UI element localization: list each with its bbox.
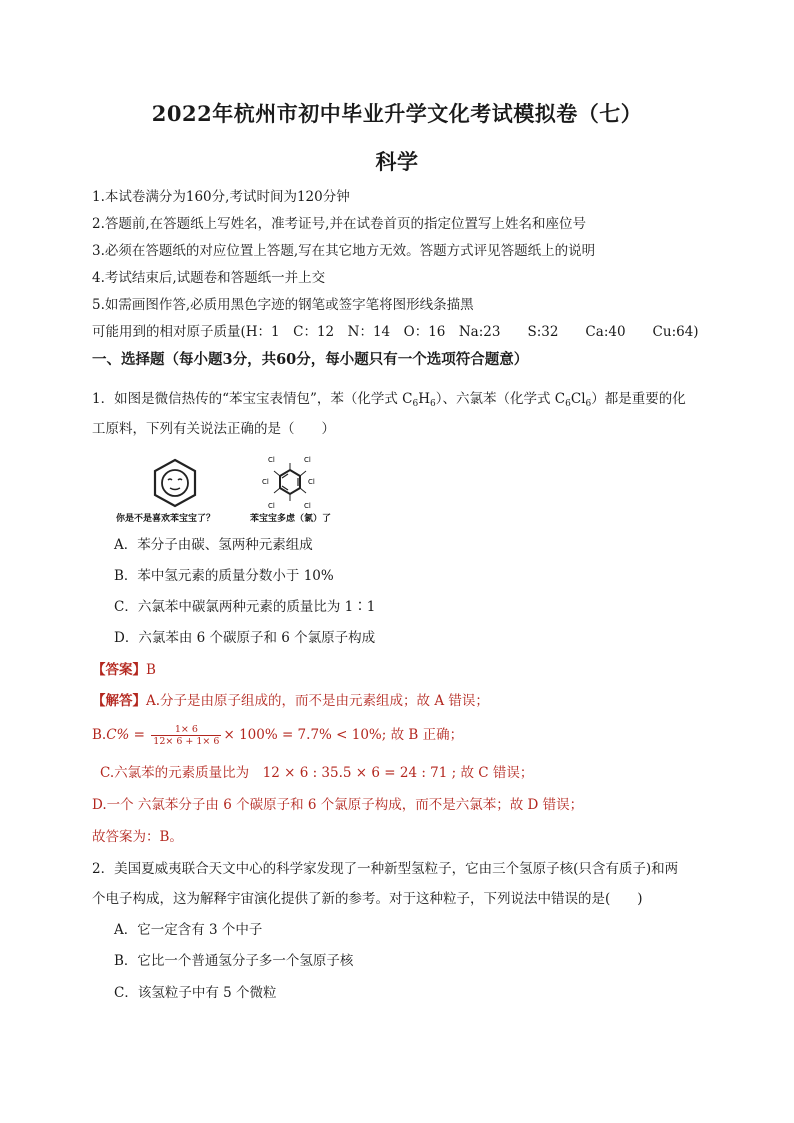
q1-option-d: D．六氯苯由 6 个碳原子和 6 个氯原子构成 xyxy=(114,630,376,646)
hexachloro-ring xyxy=(280,470,300,494)
instruction-5: 5.如需画图作答,必质用黑色字迹的钢笔或签字笔将图形线条描黑 xyxy=(92,297,474,313)
q1-option-b: B．苯中氢元素的质量分数小于 10% xyxy=(114,568,334,584)
figure-caption-left: 你是不是喜欢苯宝宝了？ xyxy=(116,514,216,524)
mouth xyxy=(170,488,180,490)
section-title: 一、选择题（每小题3分，共60分，每小题只有一个选项符合题意） xyxy=(92,351,529,368)
cl-label-2: Cl xyxy=(304,456,311,464)
hexachlorobenzene-figure xyxy=(258,450,322,514)
figure-caption-right: 苯宝宝多虑（氯）了 xyxy=(250,514,332,524)
benzene-ring xyxy=(162,470,188,496)
q1-explain-d: D.一个 六氯苯分子由 6 个碳原子和 6 个氯原子构成，而不是六氯苯；故 D 错误； xyxy=(92,797,584,813)
cl-label-3: Cl xyxy=(262,478,269,486)
q1-explain-c: C.六氯苯的元素质量比为 12 × 6 : 35.5 × 6 = 24 : 71 ; 故 C 错误； xyxy=(100,765,534,781)
right-eye xyxy=(178,479,182,480)
left-eye xyxy=(168,479,172,480)
q2-option-a: A．它一定含有 3 个中子 xyxy=(114,922,263,938)
q1-option-a: A．苯分子由碳、氢两种元素组成 xyxy=(114,537,313,553)
mass-fraction: $\frac{1\times 6}{12\times 6 + 1\times 6}$ xyxy=(153,724,220,747)
q1-explain-b: B.C% = $\frac{1\times 6}{12\times 6 + 1\times 6}$ × 100% = 7.7% < 10%; 故 B 正确； xyxy=(92,724,464,747)
exam-title: 2022年杭州市初中毕业升学文化考试模拟卷（七） xyxy=(151,101,643,126)
q2-stem-line1: 2．美国夏威夷联合天文中心的科学家发现了一种新型氢粒子，它由三个氢原子核(只含有质子)和两 xyxy=(92,861,679,877)
instruction-2: 2.答题前,在答题纸上写姓名，准考证号,并在试卷首页的指定位置写上姓名和座位号 xyxy=(92,216,586,232)
cl-label-1: Cl xyxy=(268,456,275,464)
instruction-4: 4.考试结束后,试题卷和答题纸一并上交 xyxy=(92,270,326,286)
q1-conclusion: 故答案为：B。 xyxy=(92,829,183,845)
instruction-3: 3.必须在答题纸的对应位置上答题,写在其它地方无效。答题方式评见答题纸上的说明 xyxy=(92,243,596,259)
q1-option-c: C．六氯苯中碳氯两种元素的质量比为 1∶1 xyxy=(114,599,376,615)
atomic-masses: 可能用到的相对原子质量(H：1 C：12 N：14 O：16 Na:23 S:32 Ca:40 Cu:64) xyxy=(92,324,699,340)
instruction-1: 1.本试卷满分为160分,考试时间为120分钟 xyxy=(92,189,350,205)
q1-explain-a: 【解答】A.分子是由原子组成的，而不是由元素组成；故 A 错误； xyxy=(92,693,489,709)
cl-label-4: Cl xyxy=(308,478,315,486)
q1-stem-line1: 1．如图是微信热传的“苯宝宝表情包”，苯（化学式 $C_6H_6$）、六氯苯（化学式 $C_6Cl_6$）都是重要的化 xyxy=(92,391,686,409)
q2-option-b: B．它比一个普通氢分子多一个氢原子核 xyxy=(114,953,354,969)
q1-answer: 【答案】B xyxy=(92,662,156,678)
cl-label-6: Cl xyxy=(304,502,311,510)
subject-title: 科学 xyxy=(375,149,419,174)
q2-stem-line2: 个电子构成，这为解释宇宙演化提供了新的参考。对于这种粒子，下列说法中错误的是( ) xyxy=(92,891,643,907)
benzene-face-figure xyxy=(150,458,200,508)
q2-option-c: C．该氢粒子中有 5 个微粒 xyxy=(114,985,277,1001)
benzene-hexagon xyxy=(155,460,195,506)
q1-stem-line2: 工原料，下列有关说法正确的是（ ） xyxy=(92,421,335,437)
cl-label-5: Cl xyxy=(268,502,275,510)
